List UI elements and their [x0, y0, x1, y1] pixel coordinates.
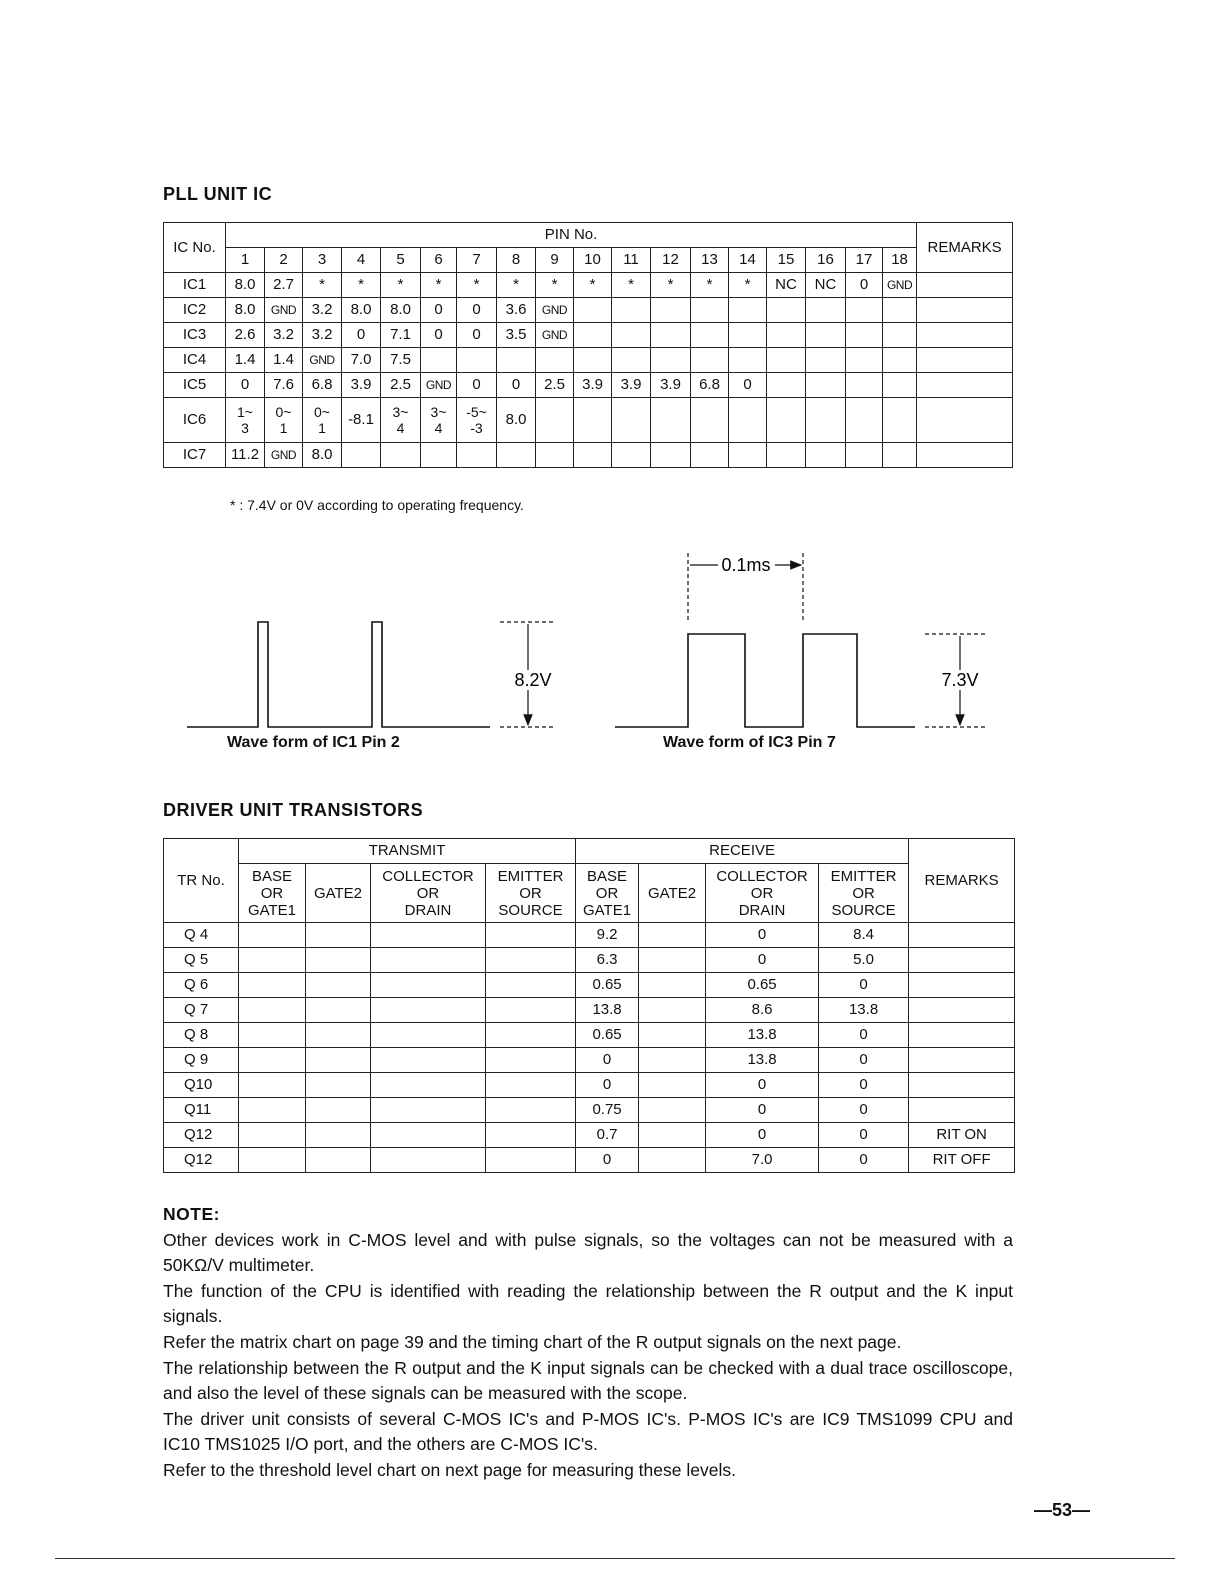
voltage-cell [239, 973, 306, 998]
column-subheader: GATE2 [639, 864, 706, 923]
voltage-cell [371, 1123, 486, 1148]
pin-voltage-cell: 3.6 [497, 298, 536, 323]
pin-voltage-cell: * [651, 273, 691, 298]
pin-voltage-cell: 0 [846, 273, 883, 298]
pin-no-header: PIN No. [226, 223, 917, 248]
table-row [164, 1148, 1015, 1173]
pin-voltage-cell: * [497, 273, 536, 298]
voltage-cell [306, 948, 371, 973]
column-subheader: BASE OR GATE1 [239, 864, 306, 923]
note-paragraph: Refer to the threshold level chart on next page for measuring these levels. [163, 1459, 736, 1480]
voltage-cell [306, 1023, 371, 1048]
voltage-cell: 7.0 [706, 1148, 819, 1173]
voltage-cell: 0 [576, 1073, 639, 1098]
pin-voltage-cell: 11.2 [226, 443, 265, 468]
pll-section-title: PLL UNIT IC [163, 184, 273, 204]
bottom-rule [55, 1558, 1175, 1559]
voltage-cell: 5.0 [819, 948, 909, 973]
transistor-name: Q11 [164, 1098, 239, 1123]
voltage-cell [306, 998, 371, 1023]
pin-voltage-cell: 1.4 [226, 348, 265, 373]
voltage-cell: 0 [576, 1148, 639, 1173]
pin-voltage-cell: 3~ 4 [421, 398, 457, 443]
pin-voltage-cell: * [691, 273, 729, 298]
ic-name: IC5 [164, 373, 226, 398]
column-subheader: EMITTER OR SOURCE [819, 864, 909, 923]
page-number: —53— [1034, 1500, 1091, 1520]
pin-voltage-cell: GND [883, 273, 917, 298]
notes-section [163, 1202, 1013, 1484]
remarks-cell [909, 973, 1015, 998]
voltage-cell [639, 1023, 706, 1048]
pin-voltage-cell: * [342, 273, 381, 298]
voltage-cell: 13.8 [706, 1023, 819, 1048]
pin-number-header: 2 [265, 248, 303, 273]
pin-voltage-cell: 0 [421, 323, 457, 348]
remarks-cell [909, 948, 1015, 973]
receive-header: RECEIVE [576, 839, 909, 864]
voltage-cell: 0.75 [576, 1098, 639, 1123]
voltage-cell [306, 1073, 371, 1098]
voltage-cell: 13.8 [576, 998, 639, 1023]
voltage-cell [306, 1148, 371, 1173]
voltage-cell: 0 [819, 973, 909, 998]
remarks-cell [909, 998, 1015, 1023]
pin-voltage-cell: NC [767, 273, 806, 298]
voltage-cell: 0 [819, 1148, 909, 1173]
voltage-cell [239, 998, 306, 1023]
pin-number-header: 5 [381, 248, 421, 273]
voltage-cell: 0 [706, 923, 819, 948]
pin-voltage-cell: 3.5 [497, 323, 536, 348]
ic3-period-label: 0.1ms [721, 555, 771, 575]
pin-voltage-cell: 3.9 [612, 373, 651, 398]
ic3-waveform-caption: Wave form of IC3 Pin 7 [663, 734, 836, 751]
column-subheader: COLLECTOR OR DRAIN [371, 864, 486, 923]
pin-number-header: 14 [729, 248, 767, 273]
voltage-cell [239, 1023, 306, 1048]
voltage-cell [371, 1073, 486, 1098]
voltage-cell [639, 1123, 706, 1148]
column-subheader: GATE2 [306, 864, 371, 923]
table-row [164, 1073, 1015, 1098]
voltage-cell: 0 [706, 1098, 819, 1123]
pin-number-header: 6 [421, 248, 457, 273]
column-subheader: EMITTER OR SOURCE [486, 864, 576, 923]
table-row [164, 923, 1015, 948]
voltage-cell: 0 [819, 1048, 909, 1073]
pin-voltage-cell: 0 [497, 373, 536, 398]
pin-number-header: 18 [883, 248, 917, 273]
pin-number-header: 17 [846, 248, 883, 273]
voltage-cell: 0.65 [706, 973, 819, 998]
pin-voltage-cell: 0~ 1 [303, 398, 342, 443]
pin-voltage-cell: 3.9 [342, 373, 381, 398]
pin-voltage-cell: 8.0 [226, 273, 265, 298]
voltage-cell [371, 973, 486, 998]
pin-voltage-cell: 8.0 [226, 298, 265, 323]
transistor-name: Q 4 [164, 923, 239, 948]
pin-voltage-cell: 2.6 [226, 323, 265, 348]
pin-voltage-cell: GND [536, 323, 574, 348]
pin-voltage-cell: 7.6 [265, 373, 303, 398]
voltage-cell [306, 973, 371, 998]
voltage-cell [639, 998, 706, 1023]
pin-voltage-cell: 2.7 [265, 273, 303, 298]
transistor-name: Q12 [164, 1148, 239, 1173]
pin-voltage-cell: * [457, 273, 497, 298]
ic-no-header: IC No. [164, 223, 226, 273]
pin-voltage-cell: 0 [729, 373, 767, 398]
remarks-cell: RIT OFF [909, 1148, 1015, 1173]
voltage-cell [371, 1048, 486, 1073]
voltage-cell [239, 1073, 306, 1098]
pin-number-header: 1 [226, 248, 265, 273]
driver-transistor-table [163, 838, 1015, 1173]
voltage-cell: 0.65 [576, 973, 639, 998]
pin-voltage-cell: GND [421, 373, 457, 398]
transistor-name: Q 8 [164, 1023, 239, 1048]
note-paragraph: The relationship between the R output and the K input signals can be checked with a dual trace oscilloscope, and also the level of these signals can be measured with the scope. [163, 1357, 1013, 1404]
voltage-cell [239, 923, 306, 948]
voltage-cell [239, 1148, 306, 1173]
note-title: NOTE: [163, 1204, 220, 1224]
ic1-amplitude-label: 8.2V [514, 670, 552, 690]
waveform-ic1-pin2 [187, 622, 556, 727]
remarks-cell [909, 1023, 1015, 1048]
voltage-cell [371, 948, 486, 973]
pin-voltage-cell: 7.5 [381, 348, 421, 373]
pin-voltage-cell: 7.0 [342, 348, 381, 373]
table-row [164, 998, 1015, 1023]
ic-name: IC7 [164, 443, 226, 468]
voltage-cell [371, 923, 486, 948]
voltage-cell [486, 1023, 576, 1048]
driver-section-title: DRIVER UNIT TRANSISTORS [163, 800, 424, 820]
transistor-name: Q 9 [164, 1048, 239, 1073]
voltage-cell: 0 [819, 1073, 909, 1098]
voltage-cell [239, 1098, 306, 1123]
ic-name: IC1 [164, 273, 226, 298]
voltage-cell [639, 1073, 706, 1098]
voltage-cell: 13.8 [819, 998, 909, 1023]
voltage-cell [371, 1098, 486, 1123]
voltage-cell [239, 1048, 306, 1073]
pin-number-header: 7 [457, 248, 497, 273]
ic-name: IC3 [164, 323, 226, 348]
pin-number-header: 11 [612, 248, 651, 273]
remarks-cell: RIT ON [909, 1123, 1015, 1148]
pin-voltage-cell: 2.5 [536, 373, 574, 398]
pin-voltage-cell: * [574, 273, 612, 298]
pin-voltage-cell: 3.2 [303, 323, 342, 348]
ic-name: IC6 [164, 398, 226, 443]
pin-number-header: 8 [497, 248, 536, 273]
pin-voltage-cell: 3.9 [651, 373, 691, 398]
pin-number-header: 3 [303, 248, 342, 273]
pin-voltage-cell: * [381, 273, 421, 298]
pin-voltage-cell: 0 [457, 298, 497, 323]
pin-number-header: 15 [767, 248, 806, 273]
voltage-cell [306, 1098, 371, 1123]
voltage-cell: 9.2 [576, 923, 639, 948]
table-row [164, 1023, 1015, 1048]
pin-voltage-cell: NC [806, 273, 846, 298]
pin-voltage-cell: 0 [421, 298, 457, 323]
voltage-cell [371, 1023, 486, 1048]
pin-voltage-cell: 6.8 [303, 373, 342, 398]
voltage-cell [486, 998, 576, 1023]
remarks-header: REMARKS [909, 839, 1015, 923]
voltage-cell [239, 948, 306, 973]
remarks-cell [909, 1048, 1015, 1073]
voltage-cell [639, 1148, 706, 1173]
pll-footnote: * : 7.4V or 0V according to operating frequency. [230, 497, 524, 513]
voltage-cell [639, 973, 706, 998]
pin-voltage-cell: 7.1 [381, 323, 421, 348]
pin-number-header: 16 [806, 248, 846, 273]
pin-voltage-cell: 3.9 [574, 373, 612, 398]
pin-voltage-cell: 8.0 [381, 298, 421, 323]
pin-number-header: 4 [342, 248, 381, 273]
ic3-amplitude-label: 7.3V [941, 670, 979, 690]
voltage-cell [486, 1048, 576, 1073]
voltage-cell [486, 973, 576, 998]
note-paragraph: Other devices work in C-MOS level and with pulse signals, so the voltages can not be measured with a 50KΩ/V multimeter. [163, 1229, 1013, 1276]
voltage-cell [639, 1098, 706, 1123]
voltage-cell: 8.4 [819, 923, 909, 948]
pin-number-header: 13 [691, 248, 729, 273]
voltage-cell: 8.6 [706, 998, 819, 1023]
voltage-cell: 0 [576, 1048, 639, 1073]
pin-voltage-cell: 8.0 [342, 298, 381, 323]
voltage-cell [306, 1123, 371, 1148]
ic1-waveform-caption: Wave form of IC1 Pin 2 [227, 734, 400, 751]
voltage-cell [639, 923, 706, 948]
table-row [164, 1098, 1015, 1123]
pin-voltage-cell: 3.2 [265, 323, 303, 348]
voltage-cell [486, 1098, 576, 1123]
ic-name: IC4 [164, 348, 226, 373]
transistor-name: Q10 [164, 1073, 239, 1098]
transistor-name: Q 7 [164, 998, 239, 1023]
pin-voltage-cell: * [303, 273, 342, 298]
voltage-cell [639, 1048, 706, 1073]
voltage-cell: 0 [706, 1073, 819, 1098]
pin-voltage-cell: * [421, 273, 457, 298]
voltage-cell [371, 1148, 486, 1173]
pin-voltage-cell: 3.2 [303, 298, 342, 323]
voltage-cell: 6.3 [576, 948, 639, 973]
pin-voltage-cell: 0 [226, 373, 265, 398]
tr-no-header: TR No. [164, 839, 239, 923]
pin-voltage-cell: 3~ 4 [381, 398, 421, 443]
pin-voltage-cell: 0 [342, 323, 381, 348]
pin-voltage-cell: 1.4 [265, 348, 303, 373]
voltage-cell [306, 923, 371, 948]
pin-number-header: 12 [651, 248, 691, 273]
pin-voltage-cell: GND [536, 298, 574, 323]
pin-number-header: 9 [536, 248, 574, 273]
remarks-header: REMARKS [917, 223, 1013, 273]
pin-voltage-cell: 6.8 [691, 373, 729, 398]
pin-voltage-cell: 1~ 3 [226, 398, 265, 443]
pin-voltage-cell: -8.1 [342, 398, 381, 443]
voltage-cell [371, 998, 486, 1023]
pin-voltage-cell: GND [303, 348, 342, 373]
voltage-cell [306, 1048, 371, 1073]
pin-voltage-cell: -5~ -3 [457, 398, 497, 443]
pin-voltage-cell: 8.0 [497, 398, 536, 443]
column-subheader: COLLECTOR OR DRAIN [706, 864, 819, 923]
voltage-cell: 0.65 [576, 1023, 639, 1048]
pin-voltage-cell: 0~ 1 [265, 398, 303, 443]
pin-voltage-cell: GND [265, 443, 303, 468]
table-row [164, 948, 1015, 973]
voltage-cell: 0 [706, 948, 819, 973]
transmit-header: TRANSMIT [239, 839, 576, 864]
voltage-cell: 0 [819, 1023, 909, 1048]
voltage-cell [239, 1123, 306, 1148]
pin-number-header: 10 [574, 248, 612, 273]
voltage-cell: 0 [819, 1098, 909, 1123]
table-row [164, 973, 1015, 998]
transistor-name: Q 5 [164, 948, 239, 973]
pin-voltage-cell: 2.5 [381, 373, 421, 398]
pin-voltage-cell: * [612, 273, 651, 298]
remarks-cell [909, 1098, 1015, 1123]
table-row [164, 1123, 1015, 1148]
voltage-cell: 13.8 [706, 1048, 819, 1073]
note-paragraph: The function of the CPU is identified with reading the relationship between the R output and the K input signals. [163, 1280, 1013, 1327]
column-subheader: BASE OR GATE1 [576, 864, 639, 923]
transistor-name: Q 6 [164, 973, 239, 998]
voltage-cell [486, 1073, 576, 1098]
pin-voltage-cell: 0 [457, 323, 497, 348]
voltage-cell [486, 1123, 576, 1148]
voltage-cell [486, 923, 576, 948]
ic-name: IC2 [164, 298, 226, 323]
voltage-cell [639, 948, 706, 973]
voltage-cell: 0 [819, 1123, 909, 1148]
note-paragraph: The driver unit consists of several C-MOS IC's and P-MOS IC's. P-MOS IC's are IC9 TMS1099 CPU and IC10 TMS1025 I/O port, and the others are C-MOS IC's. [163, 1408, 1013, 1455]
pin-voltage-cell: 8.0 [303, 443, 342, 468]
voltage-cell [486, 948, 576, 973]
pin-voltage-cell: * [536, 273, 574, 298]
voltage-cell: 0 [706, 1123, 819, 1148]
voltage-cell [486, 1148, 576, 1173]
waveform-diagrams [0, 0, 1224, 780]
transistor-name: Q12 [164, 1123, 239, 1148]
remarks-cell [909, 1073, 1015, 1098]
pin-voltage-cell: 0 [457, 373, 497, 398]
remarks-cell [909, 923, 1015, 948]
voltage-cell: 0.7 [576, 1123, 639, 1148]
pin-voltage-cell: * [729, 273, 767, 298]
note-paragraph: Refer the matrix chart on page 39 and the timing chart of the R output signals on the next page. [163, 1331, 902, 1352]
waveform-ic3-pin7 [615, 553, 988, 727]
pin-voltage-cell: GND [265, 298, 303, 323]
table-row [164, 1048, 1015, 1073]
